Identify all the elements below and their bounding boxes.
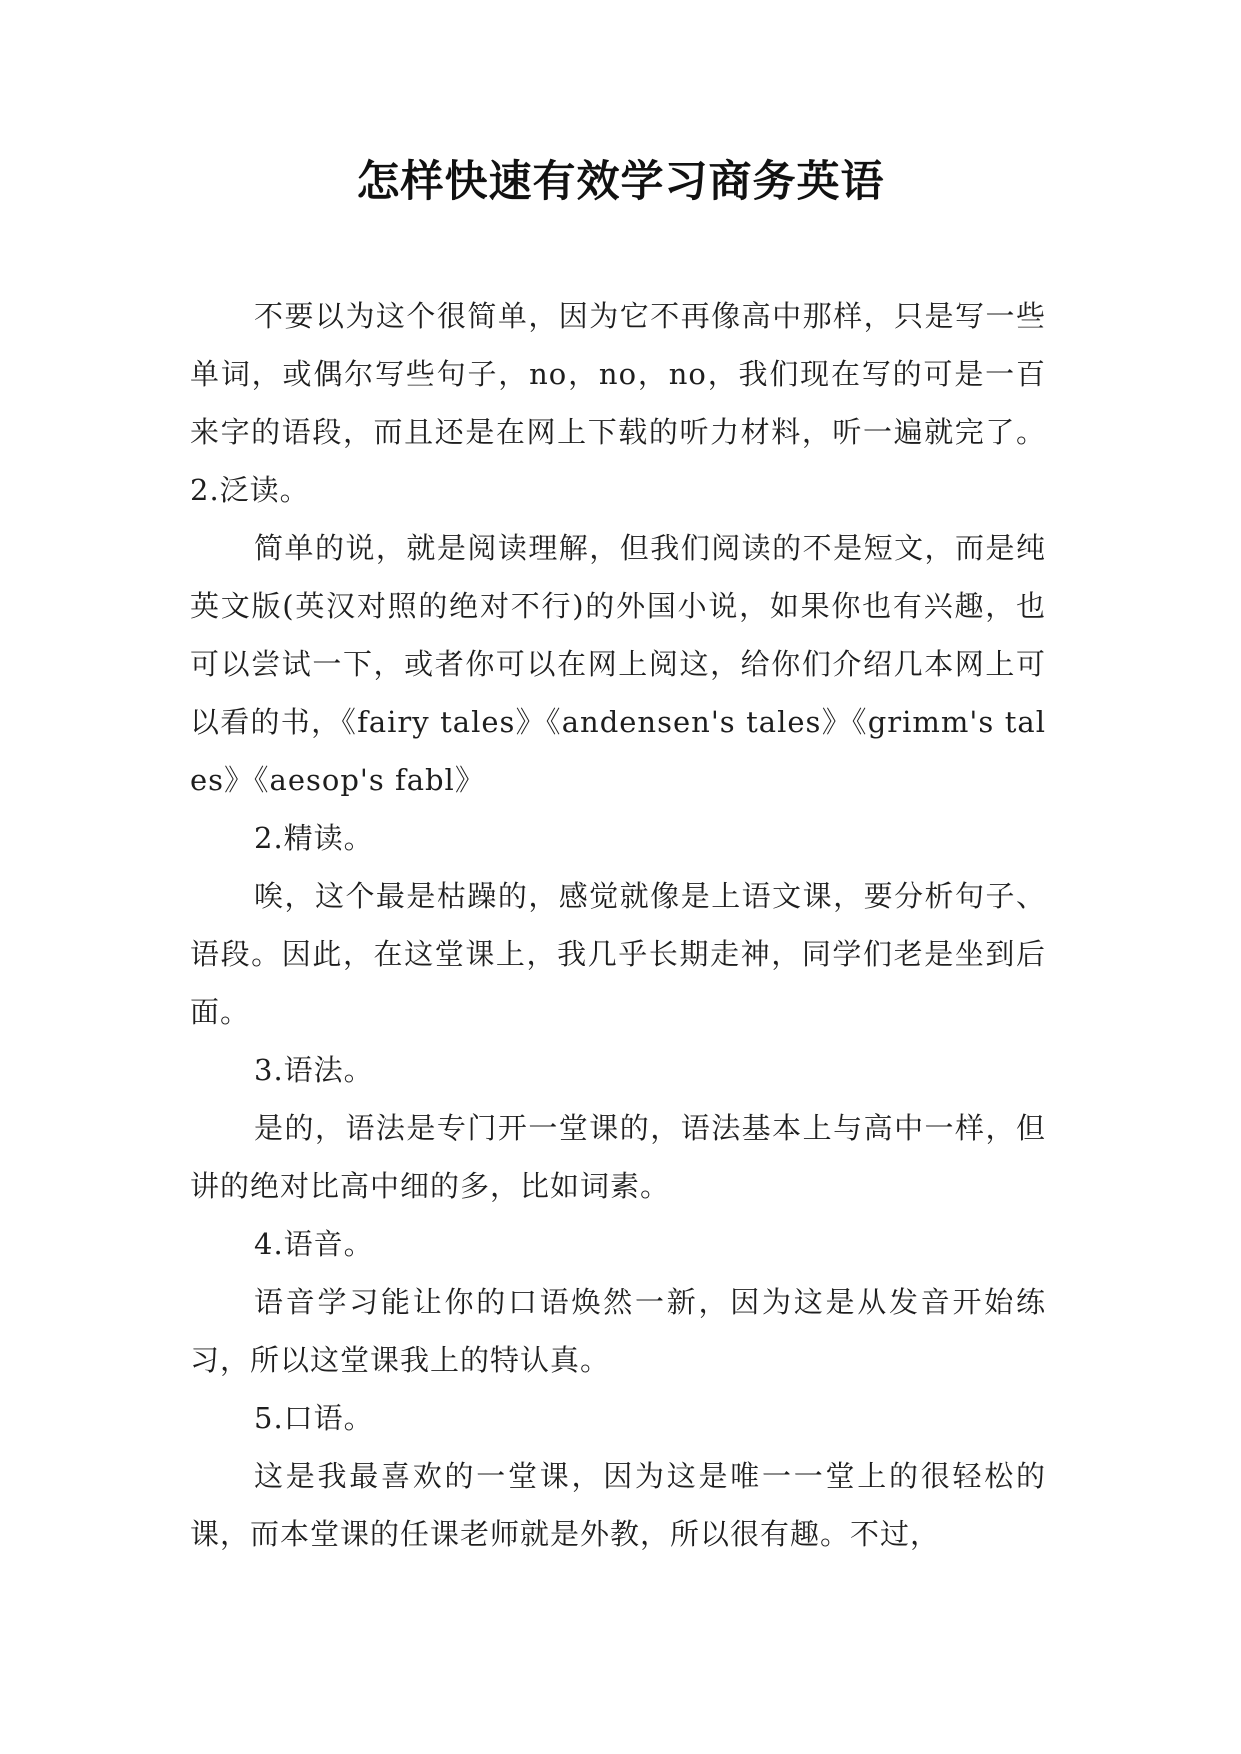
document-body [190, 287, 1046, 1563]
heading-grammar: 3.语法。 [254, 1053, 374, 1087]
heading-oral: 5.口语。 [254, 1401, 374, 1435]
heading-phonetics: 4.语音。 [254, 1227, 374, 1261]
paragraph-oral: 这是我最喜欢的一堂课，因为这是唯一一堂上的很轻松的课，而本堂课的任课老师就是外教，所以很有趣。不过， [190, 1459, 1046, 1551]
heading-intensive-reading: 2.精读。 [254, 821, 374, 855]
paragraph-intensive-reading: 唉，这个最是枯躁的，感觉就像是上语文课，要分析句子、语段。因此，在这堂课上，我几乎长期走神，同学们老是坐到后面。 [190, 879, 1046, 1029]
paragraph-extensive-reading: 简单的说，就是阅读理解，但我们阅读的不是短文，而是纯英文版(英汉对照的绝对不行)的外国小说，如果你也有兴趣，也可以尝试一下，或者你可以在网上阅这，给你们介绍几本网上可以看的书，《fairy tales》《andensen's tales》《grimm's tales》《aesop's fabl》 [190, 531, 1046, 797]
paragraph-writing: 不要以为这个很简单，因为它不再像高中那样，只是写一些单词，或偶尔写些句子，no，no，no，我们现在写的可是一百来字的语段，而且还是在网上下载的听力材料，听一遍就完了。2.泛读。 [190, 299, 1046, 507]
paragraph-grammar: 是的，语法是专门开一堂课的，语法基本上与高中一样，但讲的绝对比高中细的多，比如词素。 [190, 1111, 1046, 1203]
paragraph-phonetics: 语音学习能让你的口语焕然一新，因为这是从发音开始练习，所以这堂课我上的特认真。 [190, 1285, 1046, 1377]
document-title: 怎样快速有效学习商务英语 [356, 157, 885, 207]
